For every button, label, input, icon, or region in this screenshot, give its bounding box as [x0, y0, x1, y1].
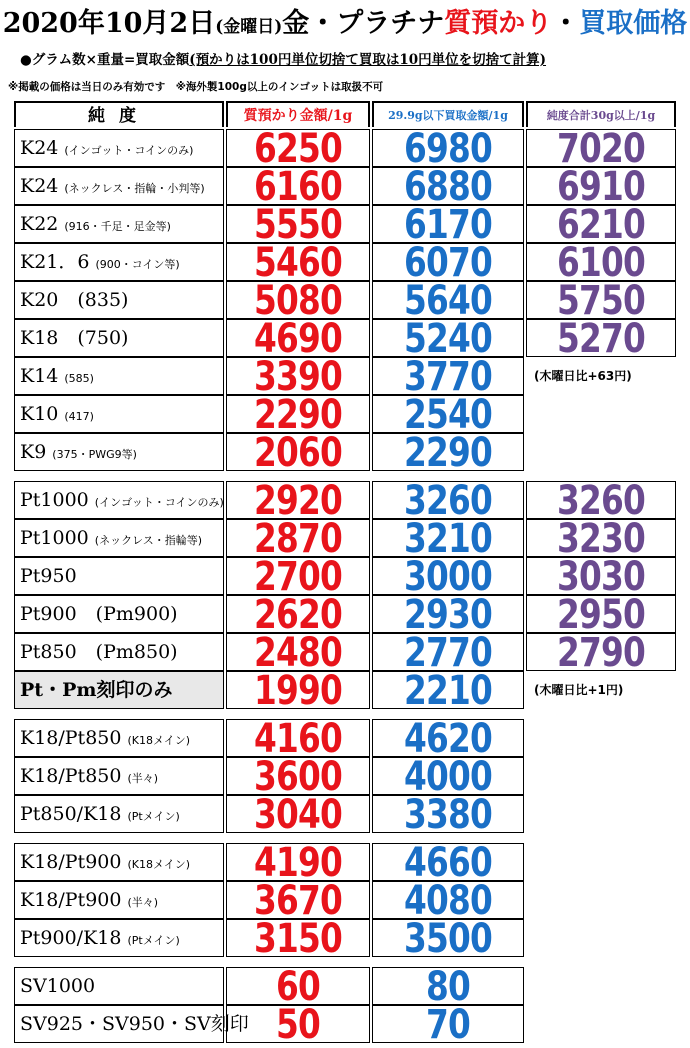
- title-pawn: 質預かり: [444, 8, 553, 39]
- pawn-price-cell: [226, 1002, 370, 1048]
- metal-name-cell: [14, 281, 224, 319]
- bulk-price-cell: [526, 202, 676, 248]
- table-row: [14, 354, 678, 400]
- buy-price-cell: [372, 354, 524, 400]
- group-gap: [14, 833, 678, 843]
- pawn-price-cell: [226, 792, 370, 838]
- pawn-price-cell: [226, 164, 370, 210]
- bulk-price: 5750: [556, 278, 645, 324]
- metal-name: SV925・SV950・SV刻印: [20, 1013, 249, 1035]
- formula-text: ●グラム数×重量=買取金額: [20, 52, 190, 68]
- table-row: [14, 592, 678, 638]
- buy-price-cell: [372, 792, 524, 838]
- table-row: [14, 668, 678, 714]
- metal-name-cell: [14, 757, 224, 795]
- bulk-price: 6210: [556, 202, 645, 248]
- metal-name: Pt1000: [20, 527, 89, 549]
- pawn-price-cell: [226, 316, 370, 362]
- buy-price: 6980: [403, 126, 492, 172]
- pawn-price-cell: [226, 126, 370, 172]
- bulk-price-cell: [526, 554, 676, 600]
- metal-name-cell: [14, 1005, 249, 1043]
- metal-note: (585): [64, 372, 94, 385]
- pawn-price: 2290: [253, 392, 342, 438]
- buy-price: 3260: [403, 478, 492, 524]
- table-row: [14, 126, 678, 172]
- buy-price: 80: [425, 964, 470, 1010]
- title-weekday: (金曜日): [215, 17, 283, 37]
- table-body: [14, 126, 678, 1048]
- buy-price: 4620: [403, 716, 492, 762]
- metal-name: K22: [20, 213, 59, 235]
- pawn-price-cell: [226, 840, 370, 886]
- buy-price-cell: [372, 316, 524, 362]
- buy-price-cell: [372, 878, 524, 924]
- pawn-price: 3390: [253, 354, 342, 400]
- metal-name-cell: [14, 205, 224, 243]
- metal-name: Pt900/K18: [20, 927, 122, 949]
- buy-price-cell: [372, 278, 524, 324]
- metal-name: Pt・Pm刻印のみ: [20, 679, 173, 701]
- table-row: [14, 964, 678, 1010]
- pawn-price: 4160: [253, 716, 342, 762]
- header-pawn: 質預かり金額/1g: [226, 101, 370, 127]
- bulk-price-cell: [526, 478, 676, 524]
- validity-notice: ※掲載の価格は当日のみ有効です ※海外製100g以上のインゴットは取扱不可: [8, 81, 384, 93]
- bulk-price-cell: [526, 316, 676, 362]
- metal-name: K18/Pt900: [20, 851, 122, 873]
- pawn-price-cell: [226, 630, 370, 676]
- bulk-price-cell: [526, 164, 676, 210]
- metal-note: (インゴット・コインのみ): [64, 144, 194, 157]
- metal-note: (916・千足・足金等): [64, 220, 171, 233]
- bulk-price: 6100: [556, 240, 645, 286]
- buy-price: 2930: [403, 592, 492, 638]
- pawn-price: 3150: [253, 916, 342, 962]
- buy-price: 3770: [403, 354, 492, 400]
- metal-note: (Ptメイン): [127, 934, 180, 947]
- metal-note: (半々): [127, 896, 159, 909]
- table-row: [14, 240, 678, 286]
- pawn-price-cell: [226, 964, 370, 1010]
- metal-name: Pt850/K18: [20, 803, 122, 825]
- buy-price: 5240: [403, 316, 492, 362]
- table-row: [14, 430, 678, 476]
- pawn-price: 2920: [253, 478, 342, 524]
- bulk-price: 3030: [556, 554, 645, 600]
- buy-price-cell: [372, 554, 524, 600]
- table-row: [14, 278, 678, 324]
- bulk-price-cell: [526, 630, 676, 676]
- pawn-price-cell: [226, 754, 370, 800]
- metal-name-cell: [14, 433, 224, 471]
- bulk-price-cell: [526, 278, 676, 324]
- page-title: [0, 4, 690, 47]
- pawn-price-cell: [226, 516, 370, 562]
- bulk-price-cell: [526, 240, 676, 286]
- pawn-price: 2700: [253, 554, 342, 600]
- table-row: [14, 164, 678, 210]
- pawn-price: 3040: [253, 792, 342, 838]
- table-row: [14, 630, 678, 676]
- metal-name-cell: [14, 843, 224, 881]
- table-row: [14, 554, 678, 600]
- metal-name-cell: [14, 243, 224, 281]
- pawn-price-cell: [226, 878, 370, 924]
- price-group: [14, 478, 678, 714]
- metal-name-cell: [14, 481, 224, 519]
- metal-name-cell: [14, 633, 224, 671]
- buy-price: 3380: [403, 792, 492, 838]
- metal-name: Pt850 (Pm850): [20, 641, 178, 663]
- title-metals: 金・プラチナ: [282, 8, 445, 39]
- bulk-price: 2950: [556, 592, 645, 638]
- pawn-price-cell: [226, 478, 370, 524]
- metal-name-cell: [14, 557, 224, 595]
- buy-price: 4000: [403, 754, 492, 800]
- metal-name: Pt1000: [20, 489, 89, 511]
- metal-name-cell: [14, 671, 224, 709]
- calculation-note: [20, 50, 680, 70]
- pawn-price: 50: [275, 1002, 320, 1048]
- pawn-price-cell: [226, 202, 370, 248]
- pawn-price-cell: [226, 916, 370, 962]
- buy-price-cell: [372, 1002, 524, 1048]
- metal-name-cell: [14, 795, 224, 833]
- group-gap: [14, 957, 678, 967]
- metal-name: K10: [20, 403, 59, 425]
- metal-note: (900・コイン等): [95, 258, 180, 271]
- table-row: [14, 478, 678, 524]
- table-row: [14, 392, 678, 438]
- price-group: [14, 126, 678, 476]
- metal-note: (ネックレス・指輪等): [94, 534, 203, 547]
- table-row: [14, 516, 678, 562]
- bulk-price: 3230: [556, 516, 645, 562]
- metal-name: K24: [20, 137, 59, 159]
- metal-name: K18/Pt900: [20, 889, 122, 911]
- buy-price: 6070: [403, 240, 492, 286]
- pawn-price: 2480: [253, 630, 342, 676]
- pawn-price: 1990: [253, 668, 342, 714]
- buy-price: 3210: [403, 516, 492, 562]
- buy-price: 3000: [403, 554, 492, 600]
- rounding-text: (預かりは100円単位切捨て買取は10円単位を切捨て計算): [189, 52, 547, 68]
- pawn-price-cell: [226, 592, 370, 638]
- buy-price-cell: [372, 716, 524, 762]
- metal-name-cell: [14, 129, 224, 167]
- table-row: [14, 316, 678, 362]
- metal-name: K18 (750): [20, 327, 129, 349]
- table-row: [14, 754, 678, 800]
- pawn-price: 3670: [253, 878, 342, 924]
- table-row: [14, 202, 678, 248]
- pawn-price: 4690: [253, 316, 342, 362]
- table-header: [14, 99, 678, 129]
- pawn-price-cell: [226, 554, 370, 600]
- metal-name: K21．6: [20, 251, 90, 273]
- metal-note: (半々): [127, 772, 159, 785]
- buy-price-cell: [372, 430, 524, 476]
- metal-name-cell: [14, 595, 224, 633]
- metal-name: K18/Pt850: [20, 727, 122, 749]
- buy-price-cell: [372, 916, 524, 962]
- buy-price-cell: [372, 164, 524, 210]
- buy-price: 6880: [403, 164, 492, 210]
- buy-price-cell: [372, 202, 524, 248]
- metal-name: Pt900 (Pm900): [20, 603, 178, 625]
- metal-name-cell: [14, 167, 224, 205]
- metal-name-cell: [14, 881, 224, 919]
- metal-note: (K18メイン): [127, 734, 191, 747]
- metal-name-cell: [14, 919, 224, 957]
- pawn-price: 6250: [253, 126, 342, 172]
- buy-price-cell: [372, 240, 524, 286]
- pawn-price: 2870: [253, 516, 342, 562]
- metal-name: K9: [20, 441, 47, 463]
- pawn-price-cell: [226, 240, 370, 286]
- buy-price-cell: [372, 392, 524, 438]
- metal-name-cell: [14, 319, 224, 357]
- table-row: [14, 1002, 678, 1048]
- buy-price-cell: [372, 630, 524, 676]
- bulk-price: 2790: [556, 630, 645, 676]
- buy-price: 70: [425, 1002, 470, 1048]
- header-bulk: 純度合計30g以上/1g: [526, 101, 676, 127]
- table-row: [14, 878, 678, 924]
- pawn-price-cell: [226, 430, 370, 476]
- pawn-price-cell: [226, 668, 370, 714]
- table-row: [14, 792, 678, 838]
- metal-note: (インゴット・コインのみ): [94, 496, 224, 509]
- buy-price-cell: [372, 668, 524, 714]
- pawn-price: 2060: [253, 430, 342, 476]
- bulk-price-cell: [526, 126, 676, 172]
- metal-name-cell: [14, 519, 224, 557]
- table-row: [14, 716, 678, 762]
- pawn-price-cell: [226, 716, 370, 762]
- buy-price: 4080: [403, 878, 492, 924]
- price-table: [14, 99, 678, 1048]
- bulk-price: 5270: [556, 316, 645, 362]
- bulk-price: 7020: [556, 126, 645, 172]
- buy-price-cell: [372, 592, 524, 638]
- metal-name: SV1000: [20, 975, 96, 997]
- buy-price-cell: [372, 754, 524, 800]
- bulk-note-cell: [526, 357, 676, 395]
- price-change-note: (木曜日比+1円): [534, 683, 624, 697]
- metal-name-cell: [14, 357, 224, 395]
- metal-note: (K18メイン): [127, 858, 191, 871]
- metal-name: K18/Pt850: [20, 765, 122, 787]
- pawn-price: 6160: [253, 164, 342, 210]
- title-dot: ・: [552, 8, 580, 39]
- bulk-price-cell: [526, 516, 676, 562]
- pawn-price: 5550: [253, 202, 342, 248]
- bulk-price-cell: [526, 592, 676, 638]
- metal-name: Pt950: [20, 565, 77, 587]
- buy-price: 2540: [403, 392, 492, 438]
- buy-price-cell: [372, 516, 524, 562]
- pawn-price: 5080: [253, 278, 342, 324]
- buy-price-cell: [372, 964, 524, 1010]
- table-row: [14, 916, 678, 962]
- metal-name-cell: [14, 719, 224, 757]
- metal-note: (Ptメイン): [127, 810, 180, 823]
- buy-price: 4660: [403, 840, 492, 886]
- buy-price: 6170: [403, 202, 492, 248]
- metal-note: (375・PWG9等): [52, 448, 137, 461]
- metal-name: K14: [20, 365, 59, 387]
- header-purity: 純度: [14, 101, 224, 127]
- pawn-price: 3600: [253, 754, 342, 800]
- pawn-price-cell: [226, 278, 370, 324]
- buy-price: 2290: [403, 430, 492, 476]
- pawn-price-cell: [226, 392, 370, 438]
- metal-name-cell: [14, 967, 224, 1005]
- pawn-price: 60: [275, 964, 320, 1010]
- title-buy: 買取価格: [579, 8, 688, 39]
- metal-name: K24: [20, 175, 59, 197]
- metal-name: K20 (835): [20, 289, 129, 311]
- price-group: [14, 716, 678, 838]
- buy-price: 2210: [403, 668, 492, 714]
- table-row: [14, 840, 678, 886]
- price-group: [14, 840, 678, 962]
- pawn-price-cell: [226, 354, 370, 400]
- pawn-price: 2620: [253, 592, 342, 638]
- buy-price: 5640: [403, 278, 492, 324]
- pawn-price: 4190: [253, 840, 342, 886]
- metal-name-cell: [14, 395, 224, 433]
- pawn-price: 5460: [253, 240, 342, 286]
- bulk-price: 6910: [556, 164, 645, 210]
- buy-price: 3500: [403, 916, 492, 962]
- bulk-price: 3260: [556, 478, 645, 524]
- metal-note: (ネックレス・指輪・小判等): [64, 182, 205, 195]
- metal-note: (417): [64, 410, 94, 423]
- buy-price-cell: [372, 126, 524, 172]
- buy-price-cell: [372, 478, 524, 524]
- title-date: 2020年10月2日: [2, 8, 216, 39]
- price-change-note: (木曜日比+63円): [534, 369, 632, 383]
- price-group: [14, 964, 678, 1048]
- group-gap: [14, 709, 678, 719]
- buy-price: 2770: [403, 630, 492, 676]
- buy-price-cell: [372, 840, 524, 886]
- bulk-note-cell: [526, 671, 676, 709]
- header-buy: 29.9g以下買取金額/1g: [372, 101, 524, 127]
